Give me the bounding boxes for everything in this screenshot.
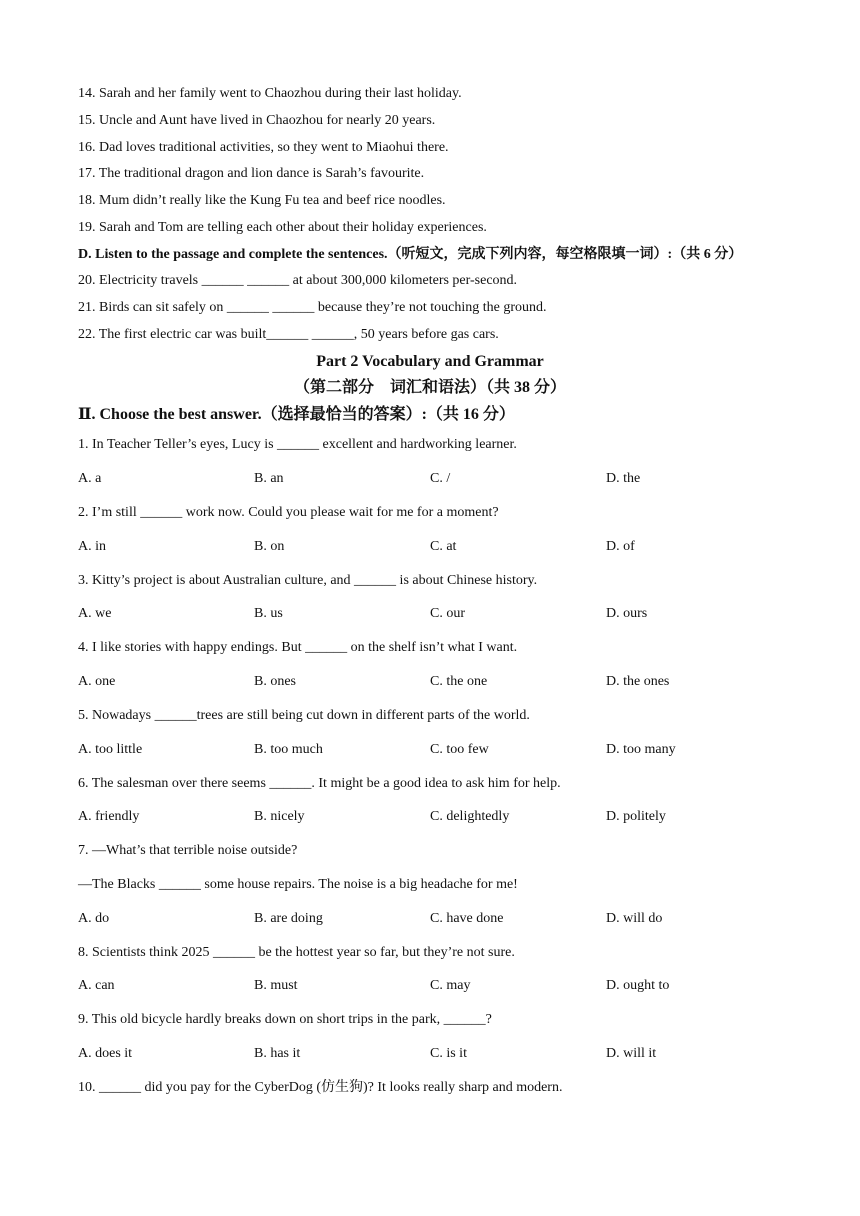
statement-14: 14. Sarah and her family went to Chaozhou during their last holiday. bbox=[78, 86, 462, 101]
option-d[interactable]: D. the ones bbox=[606, 674, 670, 689]
option-b[interactable]: B. on bbox=[254, 539, 285, 554]
option-d[interactable]: D. too many bbox=[606, 742, 676, 757]
option-c[interactable]: C. may bbox=[430, 978, 471, 993]
option-d[interactable]: D. will do bbox=[606, 911, 663, 926]
option-c[interactable]: C. too few bbox=[430, 742, 489, 757]
question-stem: 4. I like stories with happy endings. But ______ on the shelf isn’t what I want. bbox=[78, 640, 518, 655]
question-stem: 1. In Teacher Teller’s eyes, Lucy is ______ excellent and hardworking learner. bbox=[78, 437, 517, 452]
option-a[interactable]: A. friendly bbox=[78, 809, 140, 824]
question-stem: 6. The salesman over there seems ______. It might be a good idea to ask him for help. bbox=[78, 776, 561, 791]
part-title: Part 2 Vocabulary and Grammar bbox=[316, 353, 544, 370]
option-b[interactable]: B. must bbox=[254, 978, 298, 993]
option-b[interactable]: B. an bbox=[254, 471, 284, 486]
option-b[interactable]: B. too much bbox=[254, 742, 323, 757]
statement-19: 19. Sarah and Tom are telling each other about their holiday experiences. bbox=[78, 220, 487, 235]
option-b[interactable]: B. ones bbox=[254, 674, 296, 689]
option-c[interactable]: C. delightedly bbox=[430, 809, 510, 824]
question-21: 21. Birds can sit safely on ______ ______ because they’re not touching the ground. bbox=[78, 300, 547, 315]
question-stem-reply: —The Blacks ______ some house repairs. The noise is a big headache for me! bbox=[78, 877, 518, 892]
option-b[interactable]: B. are doing bbox=[254, 911, 323, 926]
part-subtitle: （第二部分 词汇和语法）（共 38 分） bbox=[293, 379, 566, 396]
section-ii-heading: Ⅱ. Choose the best answer.（选择最恰当的答案）:（共 16 分） bbox=[78, 406, 515, 423]
section-d-heading: D. Listen to the passage and complete the sentences.（听短文，完成下列内容，每空格限填一词）:（共 6 分） bbox=[78, 247, 743, 262]
option-d[interactable]: D. politely bbox=[606, 809, 666, 824]
option-d[interactable]: D. of bbox=[606, 539, 635, 554]
question-stem: 3. Kitty’s project is about Australian culture, and ______ is about Chinese history. bbox=[78, 573, 538, 588]
option-a[interactable]: A. a bbox=[78, 471, 102, 486]
option-d[interactable]: D. ours bbox=[606, 606, 648, 621]
option-d[interactable]: D. the bbox=[606, 471, 641, 486]
option-c[interactable]: C. is it bbox=[430, 1046, 467, 1061]
option-b[interactable]: B. has it bbox=[254, 1046, 301, 1061]
option-a[interactable]: A. can bbox=[78, 978, 115, 993]
question-stem: 7. —What’s that terrible noise outside? bbox=[78, 843, 298, 858]
question-stem: 9. This old bicycle hardly breaks down on short trips in the park, ______? bbox=[78, 1012, 492, 1027]
question-stem: 10. ______ did you pay for the CyberDog (仿生狗)? It looks really sharp and modern. bbox=[78, 1080, 563, 1095]
option-b[interactable]: B. us bbox=[254, 606, 283, 621]
option-d[interactable]: D. ought to bbox=[606, 978, 670, 993]
question-22: 22. The first electric car was built______ ______, 50 years before gas cars. bbox=[78, 327, 499, 342]
option-a[interactable]: A. we bbox=[78, 606, 112, 621]
option-c[interactable]: C. have done bbox=[430, 911, 504, 926]
statement-15: 15. Uncle and Aunt have lived in Chaozhou for nearly 20 years. bbox=[78, 113, 436, 128]
option-a[interactable]: A. in bbox=[78, 539, 106, 554]
question-stem: 5. Nowadays ______trees are still being cut down in different parts of the world. bbox=[78, 708, 530, 723]
statement-17: 17. The traditional dragon and lion dance is Sarah’s favourite. bbox=[78, 166, 425, 181]
statement-18: 18. Mum didn’t really like the Kung Fu tea and beef rice noodles. bbox=[78, 193, 446, 208]
question-20: 20. Electricity travels ______ ______ at about 300,000 kilometers per-second. bbox=[78, 273, 518, 288]
option-a[interactable]: A. one bbox=[78, 674, 116, 689]
question-stem: 8. Scientists think 2025 ______ be the hottest year so far, but they’re not sure. bbox=[78, 945, 515, 960]
option-b[interactable]: B. nicely bbox=[254, 809, 305, 824]
option-a[interactable]: A. do bbox=[78, 911, 110, 926]
option-c[interactable]: C. the one bbox=[430, 674, 488, 689]
option-d[interactable]: D. will it bbox=[606, 1046, 657, 1061]
question-stem: 2. I’m still ______ work now. Could you please wait for me for a moment? bbox=[78, 505, 499, 520]
option-c[interactable]: C. at bbox=[430, 539, 457, 554]
option-a[interactable]: A. too little bbox=[78, 742, 143, 757]
statement-16: 16. Dad loves traditional activities, so they went to Miaohui there. bbox=[78, 140, 449, 155]
option-c[interactable]: C. / bbox=[430, 471, 451, 486]
option-c[interactable]: C. our bbox=[430, 606, 465, 621]
option-a[interactable]: A. does it bbox=[78, 1046, 133, 1061]
